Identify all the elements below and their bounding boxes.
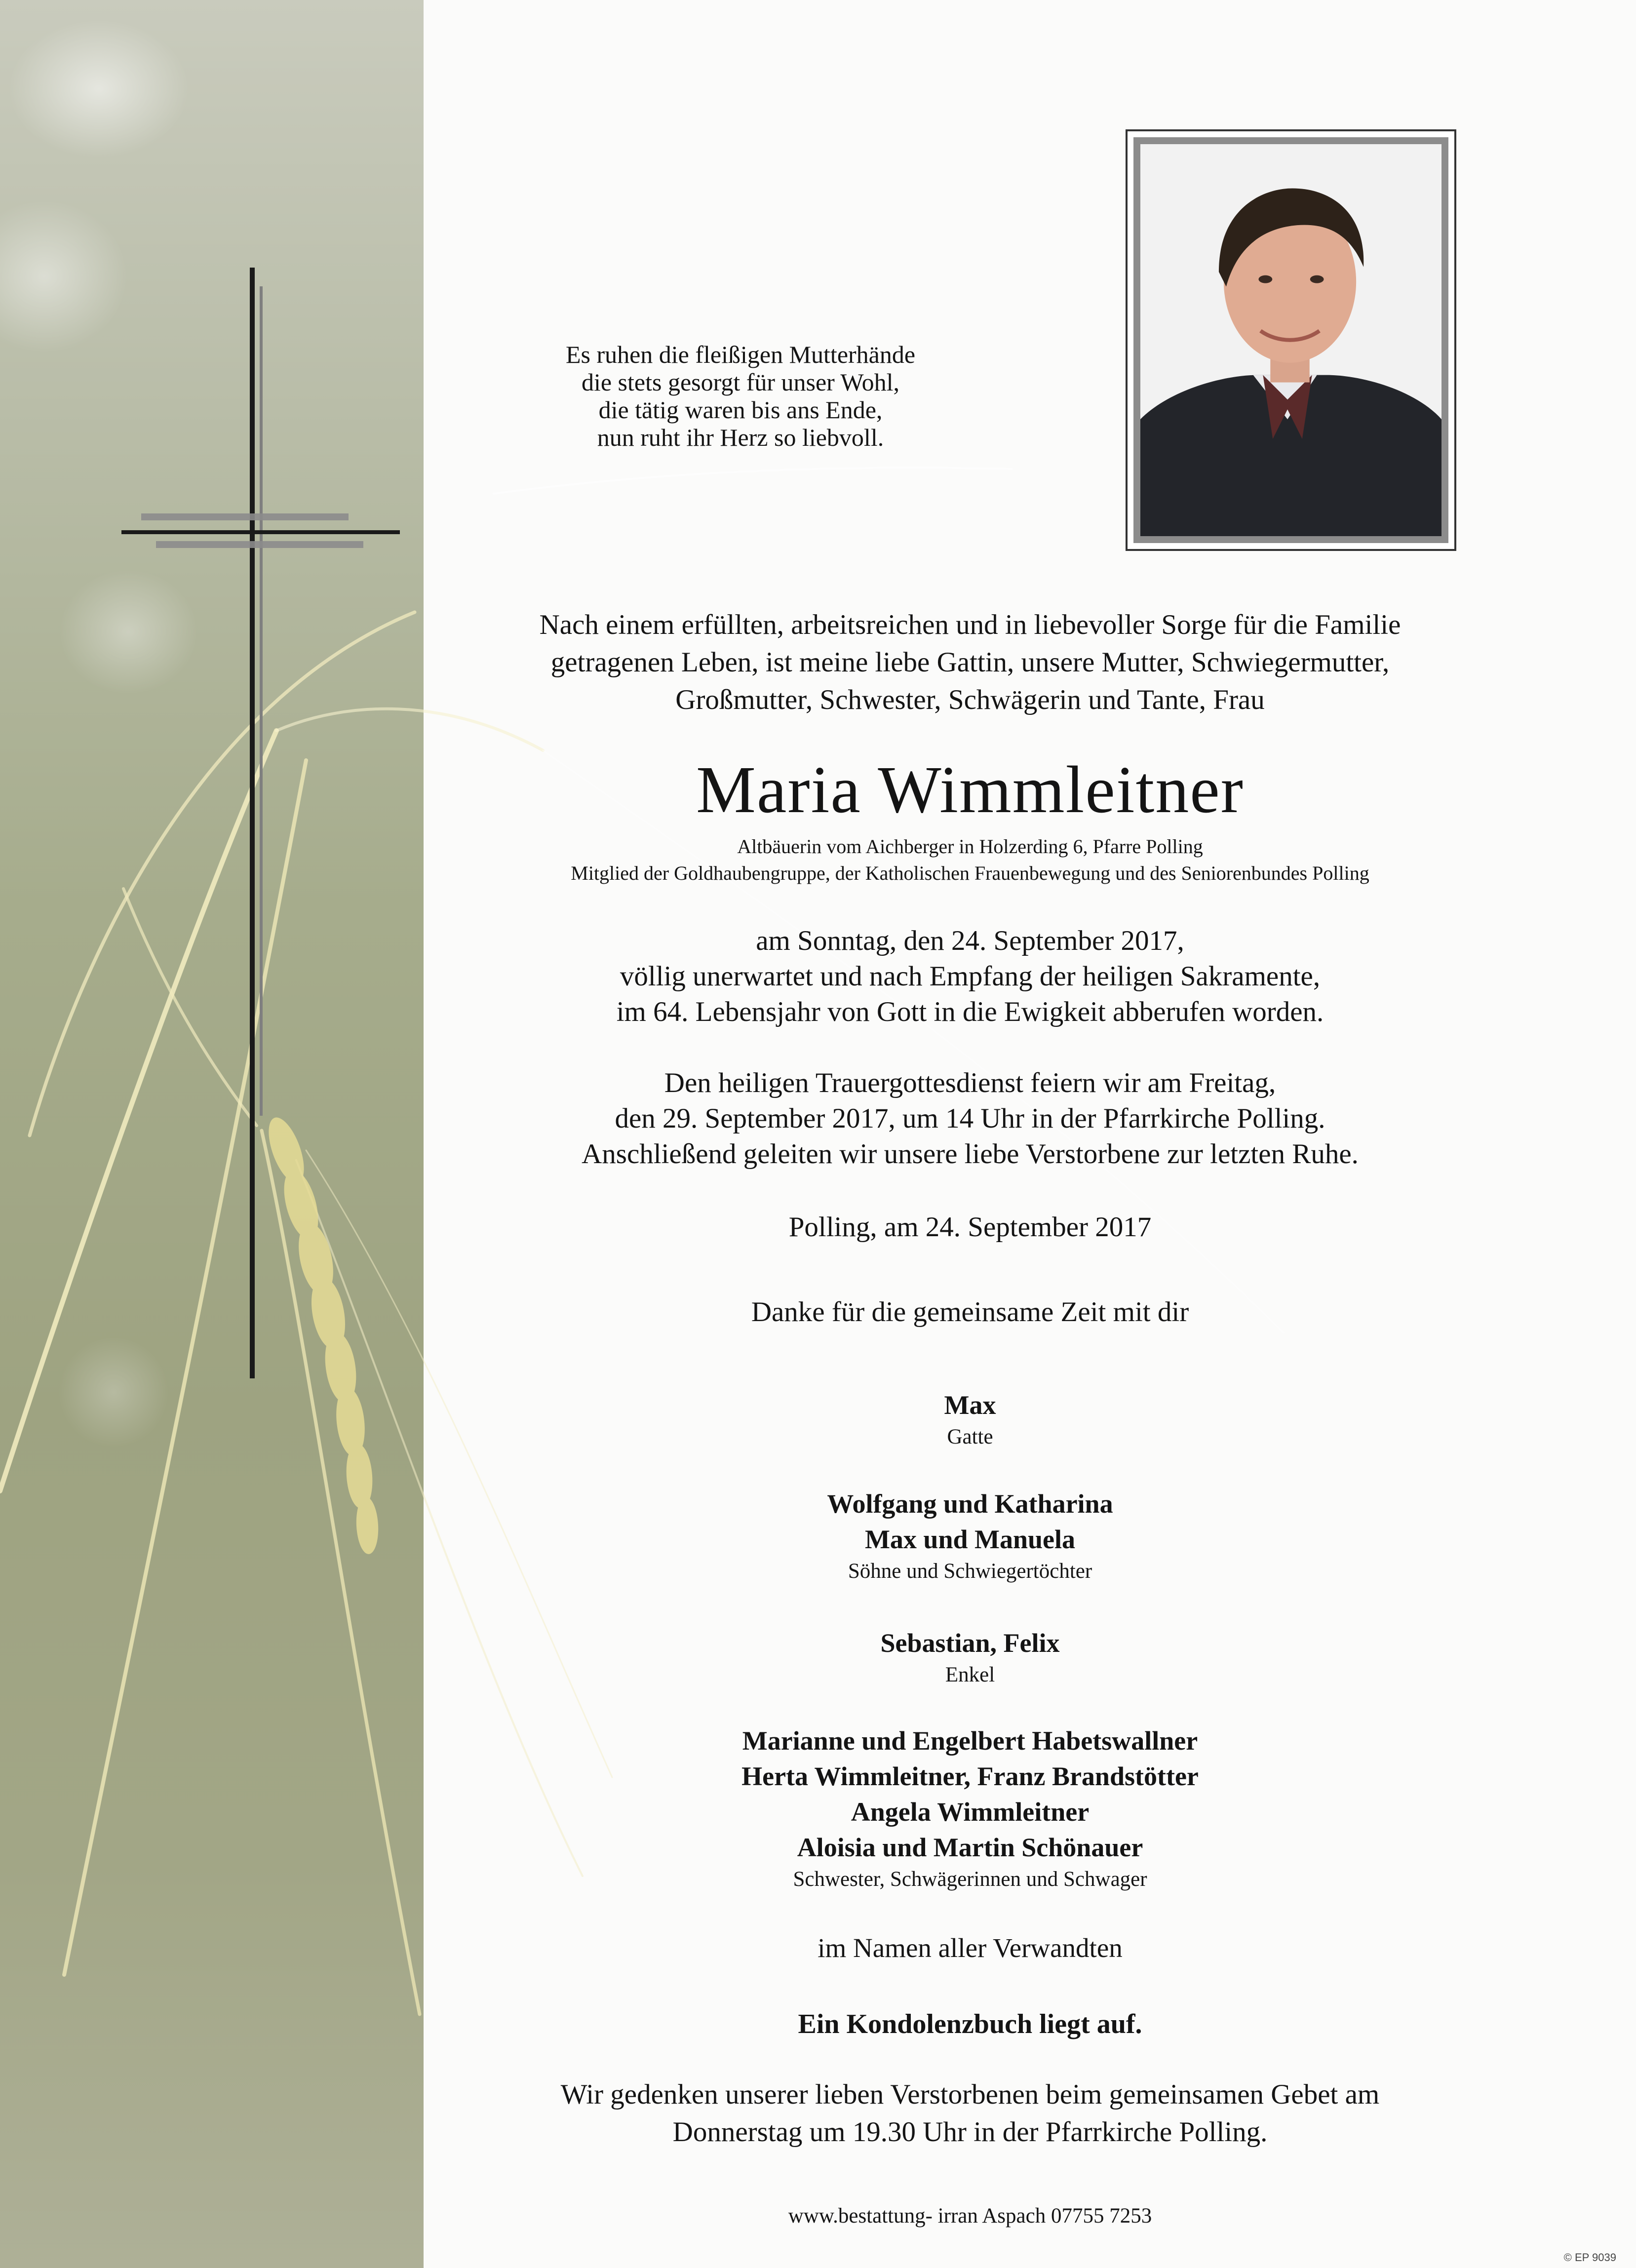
detail-line: Altbäuerin vom Aichberger in Holzerding 6, Pfarre Polling [737, 835, 1203, 858]
family-names: Wolfgang und Katharina [827, 1489, 1113, 1519]
funeral-line: den 29. September 2017, um 14 Uhr in der Pfarrkirche Polling. [615, 1103, 1325, 1134]
thanks-line: Danke für die gemeinsame Zeit mit dir [751, 1296, 1189, 1328]
intro-line: Nach einem erfüllten, arbeitsreichen und in liebevoller Sorge für die Familie [539, 609, 1401, 640]
date-line: am Sonntag, den 24. September 2017, [756, 925, 1184, 956]
poem-line: Es ruhen die fleißigen Mutterhände [565, 341, 916, 368]
family-names: Aloisia und Martin Schönauer [797, 1833, 1143, 1862]
prayer-line: Donnerstag um 19.30 Uhr in der Pfarrkirche Polling. [672, 2116, 1268, 2148]
poem-line: die stets gesorgt für unser Wohl, [581, 368, 900, 396]
place-and-date: Polling, am 24. September 2017 [788, 1212, 1152, 1243]
date-line: im 64. Lebensjahr von Gott in die Ewigkeit abberufen worden. [616, 996, 1324, 1027]
condolence-book-note: Ein Kondolenzbuch liegt auf. [798, 2009, 1142, 2039]
family-group-grandchildren [592, 1625, 1348, 1689]
funeral-line: Den heiligen Trauergottesdienst feiern wir am Freitag, [664, 1067, 1276, 1098]
funeral-paragraph [444, 1065, 1496, 1172]
prayer-paragraph [444, 2076, 1496, 2151]
portrait-photo [1133, 137, 1448, 543]
family-names: Marianne und Engelbert Habetswallner [742, 1726, 1198, 1756]
family-role: Enkel [945, 1663, 995, 1686]
death-date-paragraph [444, 923, 1496, 1030]
family-role: Schwester, Schwägerinnen und Schwager [793, 1868, 1147, 1891]
family-group-spouse [592, 1387, 1348, 1451]
funeral-home-footer: www.bestattung- irran Aspach 07755 7253 [788, 2204, 1152, 2228]
family-role: Gatte [947, 1425, 993, 1448]
family-names: Sebastian, Felix [880, 1628, 1060, 1658]
family-role: Söhne und Schwiegertöchter [848, 1560, 1092, 1583]
family-names: Angela Wimmleitner [851, 1797, 1090, 1827]
family-names: Max [944, 1390, 996, 1420]
funeral-line: Anschließend geleiten wir unsere liebe Verstorbene zur letzten Ruhe. [582, 1138, 1359, 1170]
poem-line: nun ruht ihr Herz so liebvoll. [597, 424, 884, 451]
deceased-name: Maria Wimmleitner [696, 753, 1244, 827]
poem-line: die tätig waren bis ans Ende, [598, 396, 883, 424]
portrait-photo-frame [1126, 129, 1456, 551]
prayer-line: Wir gedenken unserer lieben Verstorbenen beim gemeinsamen Gebet am [560, 2079, 1380, 2110]
deceased-details [444, 833, 1496, 887]
detail-line: Mitglied der Goldhaubengruppe, der Katholischen Frauenbewegung und des Seniorenbundes Polling [571, 862, 1369, 884]
date-line: völlig unerwartet und nach Empfang der heiligen Sakramente, [620, 961, 1321, 992]
intro-line: Großmutter, Schwester, Schwägerin und Tante, Frau [675, 684, 1265, 715]
copyright-mark: © EP 9039 [1563, 2251, 1616, 2264]
relatives-line: im Namen aller Verwandten [818, 1933, 1123, 1963]
intro-paragraph [444, 606, 1496, 719]
memorial-poem [494, 341, 987, 451]
family-group-siblings [592, 1723, 1348, 1894]
family-names: Max und Manuela [864, 1525, 1076, 1554]
family-group-children [592, 1486, 1348, 1586]
portrait-photo-image [1140, 144, 1441, 536]
intro-line: getragenen Leben, ist meine liebe Gattin, unsere Mutter, Schwiegermutter, [550, 647, 1390, 678]
family-names: Herta Wimmleitner, Franz Brandstötter [741, 1761, 1199, 1791]
